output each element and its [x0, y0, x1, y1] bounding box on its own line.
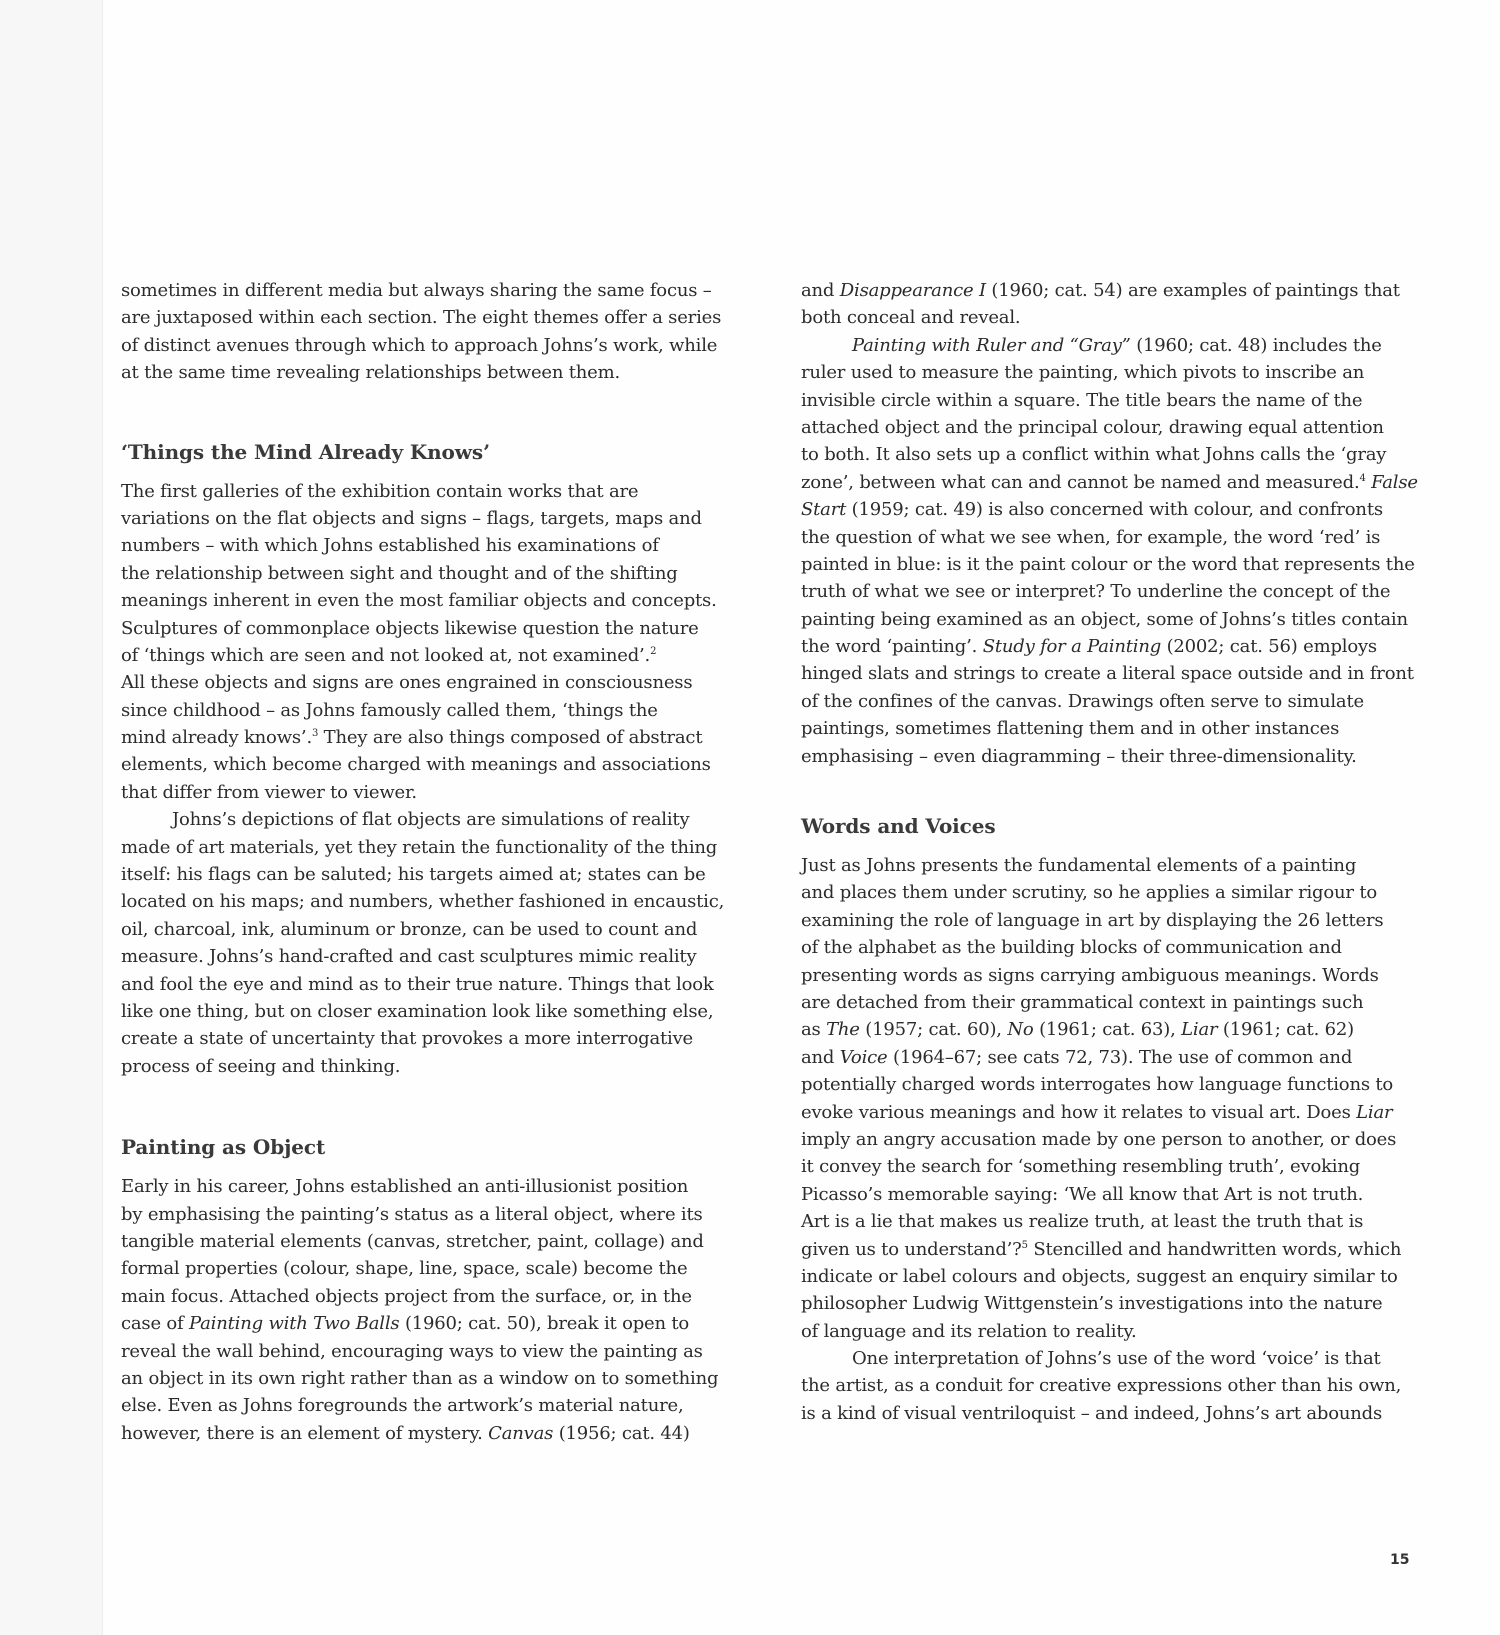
- text-line: philosopher Ludwig Wittgenstein’s investigations into the nature: [801, 1293, 1383, 1315]
- paragraph: [121, 1173, 723, 1447]
- text-run: (1959; cat. 49) is also concerned with colour, and confronts: [846, 499, 1383, 521]
- text-line: potentially charged words interrogates how language functions to: [801, 1074, 1394, 1096]
- text-line: are juxtaposed within each section. The eight themes offer a series: [121, 307, 722, 329]
- text-line: by emphasising the painting’s status as a literal object, where its: [121, 1203, 703, 1225]
- text-line: attached object and the principal colour, drawing equal attention: [801, 416, 1384, 438]
- text-line: process of seeing and thinking.: [121, 1055, 401, 1077]
- text-line: is a kind of visual ventriloquist – and indeed, Johns’s art abounds: [801, 1402, 1383, 1424]
- text-run: however, there is an element of mystery.: [121, 1422, 489, 1444]
- text-line: the artist, as a conduit for creative expressions other than his own,: [801, 1375, 1402, 1397]
- text-run: and: [801, 280, 840, 301]
- text-run: and: [801, 1046, 840, 1068]
- text-line: made of art materials, yet they retain the functionality of the thing: [121, 836, 718, 858]
- footnote-ref-4: 4: [1359, 472, 1366, 484]
- text-run: (1956; cat. 44): [553, 1422, 690, 1444]
- text-line: the question of what we see when, for example, the word ‘red’ is: [801, 526, 1381, 548]
- text-line: All these objects and signs are ones engrained in consciousness: [121, 672, 693, 694]
- text-run: as: [801, 1019, 827, 1041]
- text-run: given us to understand’?: [801, 1238, 1022, 1260]
- text-line: oil, charcoal, ink, aluminum or bronze, can be used to count and: [121, 918, 698, 940]
- text-line: of language and its relation to reality.: [801, 1320, 1137, 1342]
- artwork-title: Study for a Painting: [982, 636, 1162, 658]
- text-line: One interpretation of Johns’s use of the word ‘voice’ is that: [852, 1348, 1381, 1370]
- text-line: variations on the flat objects and signs – flags, targets, maps and: [121, 507, 702, 529]
- text-line: Picasso’s memorable saying: ‘We all know that Art is not truth.: [801, 1183, 1364, 1205]
- text-line: reveal the wall behind, encouraging ways to view the painting as: [121, 1340, 703, 1362]
- text-line: measure. Johns’s hand-crafted and cast sculptures mimic reality: [121, 946, 697, 968]
- text-line: create a state of uncertainty that provokes a more interrogative: [121, 1028, 694, 1050]
- paragraph: [121, 478, 723, 807]
- text-line: are detached from their grammatical context in paintings such: [801, 991, 1364, 1013]
- text-line: painting being examined as an object, some of Johns’s titles contain: [801, 608, 1408, 630]
- artwork-title: Liar: [1181, 1019, 1218, 1041]
- text-line: else. Even as Johns foregrounds the artwork’s material nature,: [121, 1395, 684, 1417]
- section-heading-painting-as-object: Painting as Object: [121, 1135, 326, 1160]
- text-line: and places them under scrutiny, so he applies a similar rigour to: [801, 882, 1378, 904]
- text-line: at the same time revealing relationships between them.: [121, 362, 621, 384]
- footnote-ref-3: 3: [311, 728, 319, 740]
- text-run: (1960; cat. 50), break it open to: [399, 1313, 690, 1335]
- section-heading-things-the-mind-already-knows: ‘Things the Mind Already Knows’: [121, 439, 490, 464]
- text-run: (1960; cat. 48) includes the: [1130, 334, 1382, 356]
- text-line: [801, 1044, 1407, 1071]
- text-run: mind already knows’.: [121, 727, 312, 749]
- text-line: an object in its own right rather than as a window on to something: [121, 1367, 719, 1389]
- paragraph: [801, 277, 1407, 332]
- text-line: hinged slats and strings to create a literal space outside and in front: [801, 663, 1414, 685]
- text-run: They are also things composed of abstract: [318, 727, 703, 749]
- text-line: [801, 496, 1407, 523]
- text-line: the relationship between sight and thought and of the shifting: [121, 562, 678, 584]
- artwork-title: The: [826, 1019, 860, 1041]
- text-line: since childhood – as Johns famously called them, ‘things the: [121, 699, 658, 721]
- text-line: [801, 633, 1407, 660]
- text-line: meanings inherent in even the most familiar objects and concepts.: [121, 590, 717, 612]
- text-line: located on his maps; and numbers, whether fashioned in encaustic,: [121, 891, 725, 913]
- text-line: emphasising – even diagramming – their three-dimensionality.: [801, 745, 1357, 767]
- text-line: to both. It also sets up a conflict within what Johns calls the ‘gray: [801, 444, 1387, 466]
- text-line: of the confines of the canvas. Drawings often serve to simulate: [801, 690, 1364, 712]
- paragraph: [801, 852, 1407, 1345]
- footnote-ref-2: 2: [650, 645, 657, 657]
- text-run: Stencilled and handwritten words, which: [1027, 1238, 1402, 1260]
- section-heading-words-and-voices: Words and Voices: [801, 814, 996, 839]
- text-line: [121, 724, 723, 751]
- text-line: invisible circle within a square. The title bears the name of the: [801, 389, 1363, 411]
- paragraph: [121, 806, 723, 1080]
- text-run: (1961; cat. 63),: [1033, 1019, 1182, 1041]
- text-line: main focus. Attached objects project from the surface, or, in the: [121, 1285, 692, 1307]
- text-line: like one thing, but on closer examination look like something else,: [121, 1000, 714, 1022]
- text-line: Early in his career, Johns established an anti-illusionist position: [121, 1176, 689, 1198]
- text-line: and fool the eye and mind as to their true nature. Things that look: [121, 973, 714, 995]
- text-line: truth of what we see or interpret? To underline the concept of the: [801, 581, 1391, 603]
- text-line: formal properties (colour, shape, line, space, scale) become the: [121, 1258, 688, 1280]
- text-line: [801, 469, 1418, 496]
- text-line: both conceal and reveal.: [801, 307, 1021, 329]
- page-number: 15: [1390, 1552, 1410, 1568]
- artwork-title: Disappearance I: [839, 280, 986, 301]
- text-run: zone’, between what can and cannot be named and measured.: [801, 471, 1360, 493]
- text-line: presenting words as signs carrying ambiguous meanings. Words: [801, 964, 1379, 986]
- text-line: [121, 1420, 723, 1447]
- text-line: elements, which become charged with meanings and associations: [121, 754, 711, 776]
- text-line: indicate or label colours and objects, suggest an enquiry similar to: [801, 1265, 1398, 1287]
- text-run: (1961; cat. 62): [1217, 1019, 1354, 1041]
- text-line: tangible material elements (canvas, stretcher, paint, collage) and: [121, 1230, 704, 1252]
- text-run: (1960; cat. 54) are examples of paintings that: [985, 280, 1400, 301]
- artwork-title: Start: [801, 499, 847, 521]
- text-line: Johns’s depictions of flat objects are simulations of reality: [172, 809, 690, 831]
- text-run: the word ‘painting’.: [801, 636, 983, 658]
- text-line: [801, 1099, 1407, 1126]
- text-line: [801, 332, 1407, 359]
- artwork-title: No: [1007, 1019, 1034, 1041]
- text-line: of distinct avenues through which to approach Johns’s work, while: [121, 334, 718, 356]
- text-line: of the alphabet as the building blocks of communication and: [801, 937, 1342, 959]
- text-run: (2002; cat. 56) employs: [1161, 636, 1377, 658]
- text-line: examining the role of language in art by displaying the 26 letters: [801, 909, 1384, 931]
- text-line: The first galleries of the exhibition contain works that are: [121, 480, 639, 502]
- text-line: ruler used to measure the painting, which pivots to inscribe an: [801, 362, 1365, 384]
- intro-paragraph: [121, 277, 723, 387]
- artwork-title: Painting with Two Balls: [189, 1313, 400, 1335]
- artwork-title: Canvas: [488, 1422, 554, 1444]
- text-run: (1964–67; see cats 72, 73). The use of common and: [887, 1046, 1353, 1068]
- text-line: [801, 1236, 1407, 1263]
- artwork-title: Voice: [839, 1046, 888, 1068]
- text-run: case of: [121, 1313, 190, 1335]
- text-line: it convey the search for ‘something resembling truth’, evoking: [801, 1156, 1361, 1178]
- right-column: [801, 277, 1418, 1427]
- paragraph: [801, 1345, 1407, 1427]
- text-line: that differ from viewer to viewer.: [121, 781, 417, 803]
- text-line: sometimes in different media but always sharing the same focus –: [121, 280, 712, 301]
- text-line: itself: his flags can be saluted; his targets aimed at; states can be: [121, 864, 706, 886]
- left-column: [121, 277, 723, 1447]
- page-edge: [0, 0, 103, 1635]
- text-run: evoke various meanings and how it relates to visual art. Does: [801, 1101, 1357, 1123]
- text-line: numbers – with which Johns established his examinations of: [121, 535, 659, 557]
- text-line: [121, 642, 723, 669]
- text-line: paintings, sometimes flattening them and in other instances: [801, 718, 1340, 740]
- text-line: imply an angry accusation made by one person to another, or does: [801, 1128, 1397, 1150]
- paragraph: [801, 332, 1418, 770]
- text-line: [121, 1310, 723, 1337]
- artwork-title: False: [1365, 471, 1418, 493]
- text-line: painted in blue: is it the paint colour or the word that represents the: [801, 553, 1415, 575]
- text-line: Art is a lie that makes us realize truth, at least the truth that is: [801, 1211, 1364, 1233]
- text-line: Just as Johns presents the fundamental elements of a painting: [801, 855, 1357, 877]
- text-line: Sculptures of commonplace objects likewise question the nature: [121, 617, 699, 639]
- artwork-title: Painting with Ruler and “Gray”: [852, 334, 1131, 356]
- text-line: [801, 277, 1407, 304]
- text-run: (1957; cat. 60),: [859, 1019, 1008, 1041]
- footnote-ref-5: 5: [1021, 1239, 1028, 1251]
- text-line: [801, 1016, 1407, 1043]
- artwork-title: Liar: [1356, 1101, 1393, 1123]
- text-run: of ‘things which are seen and not looked at, not examined’.: [121, 644, 651, 666]
